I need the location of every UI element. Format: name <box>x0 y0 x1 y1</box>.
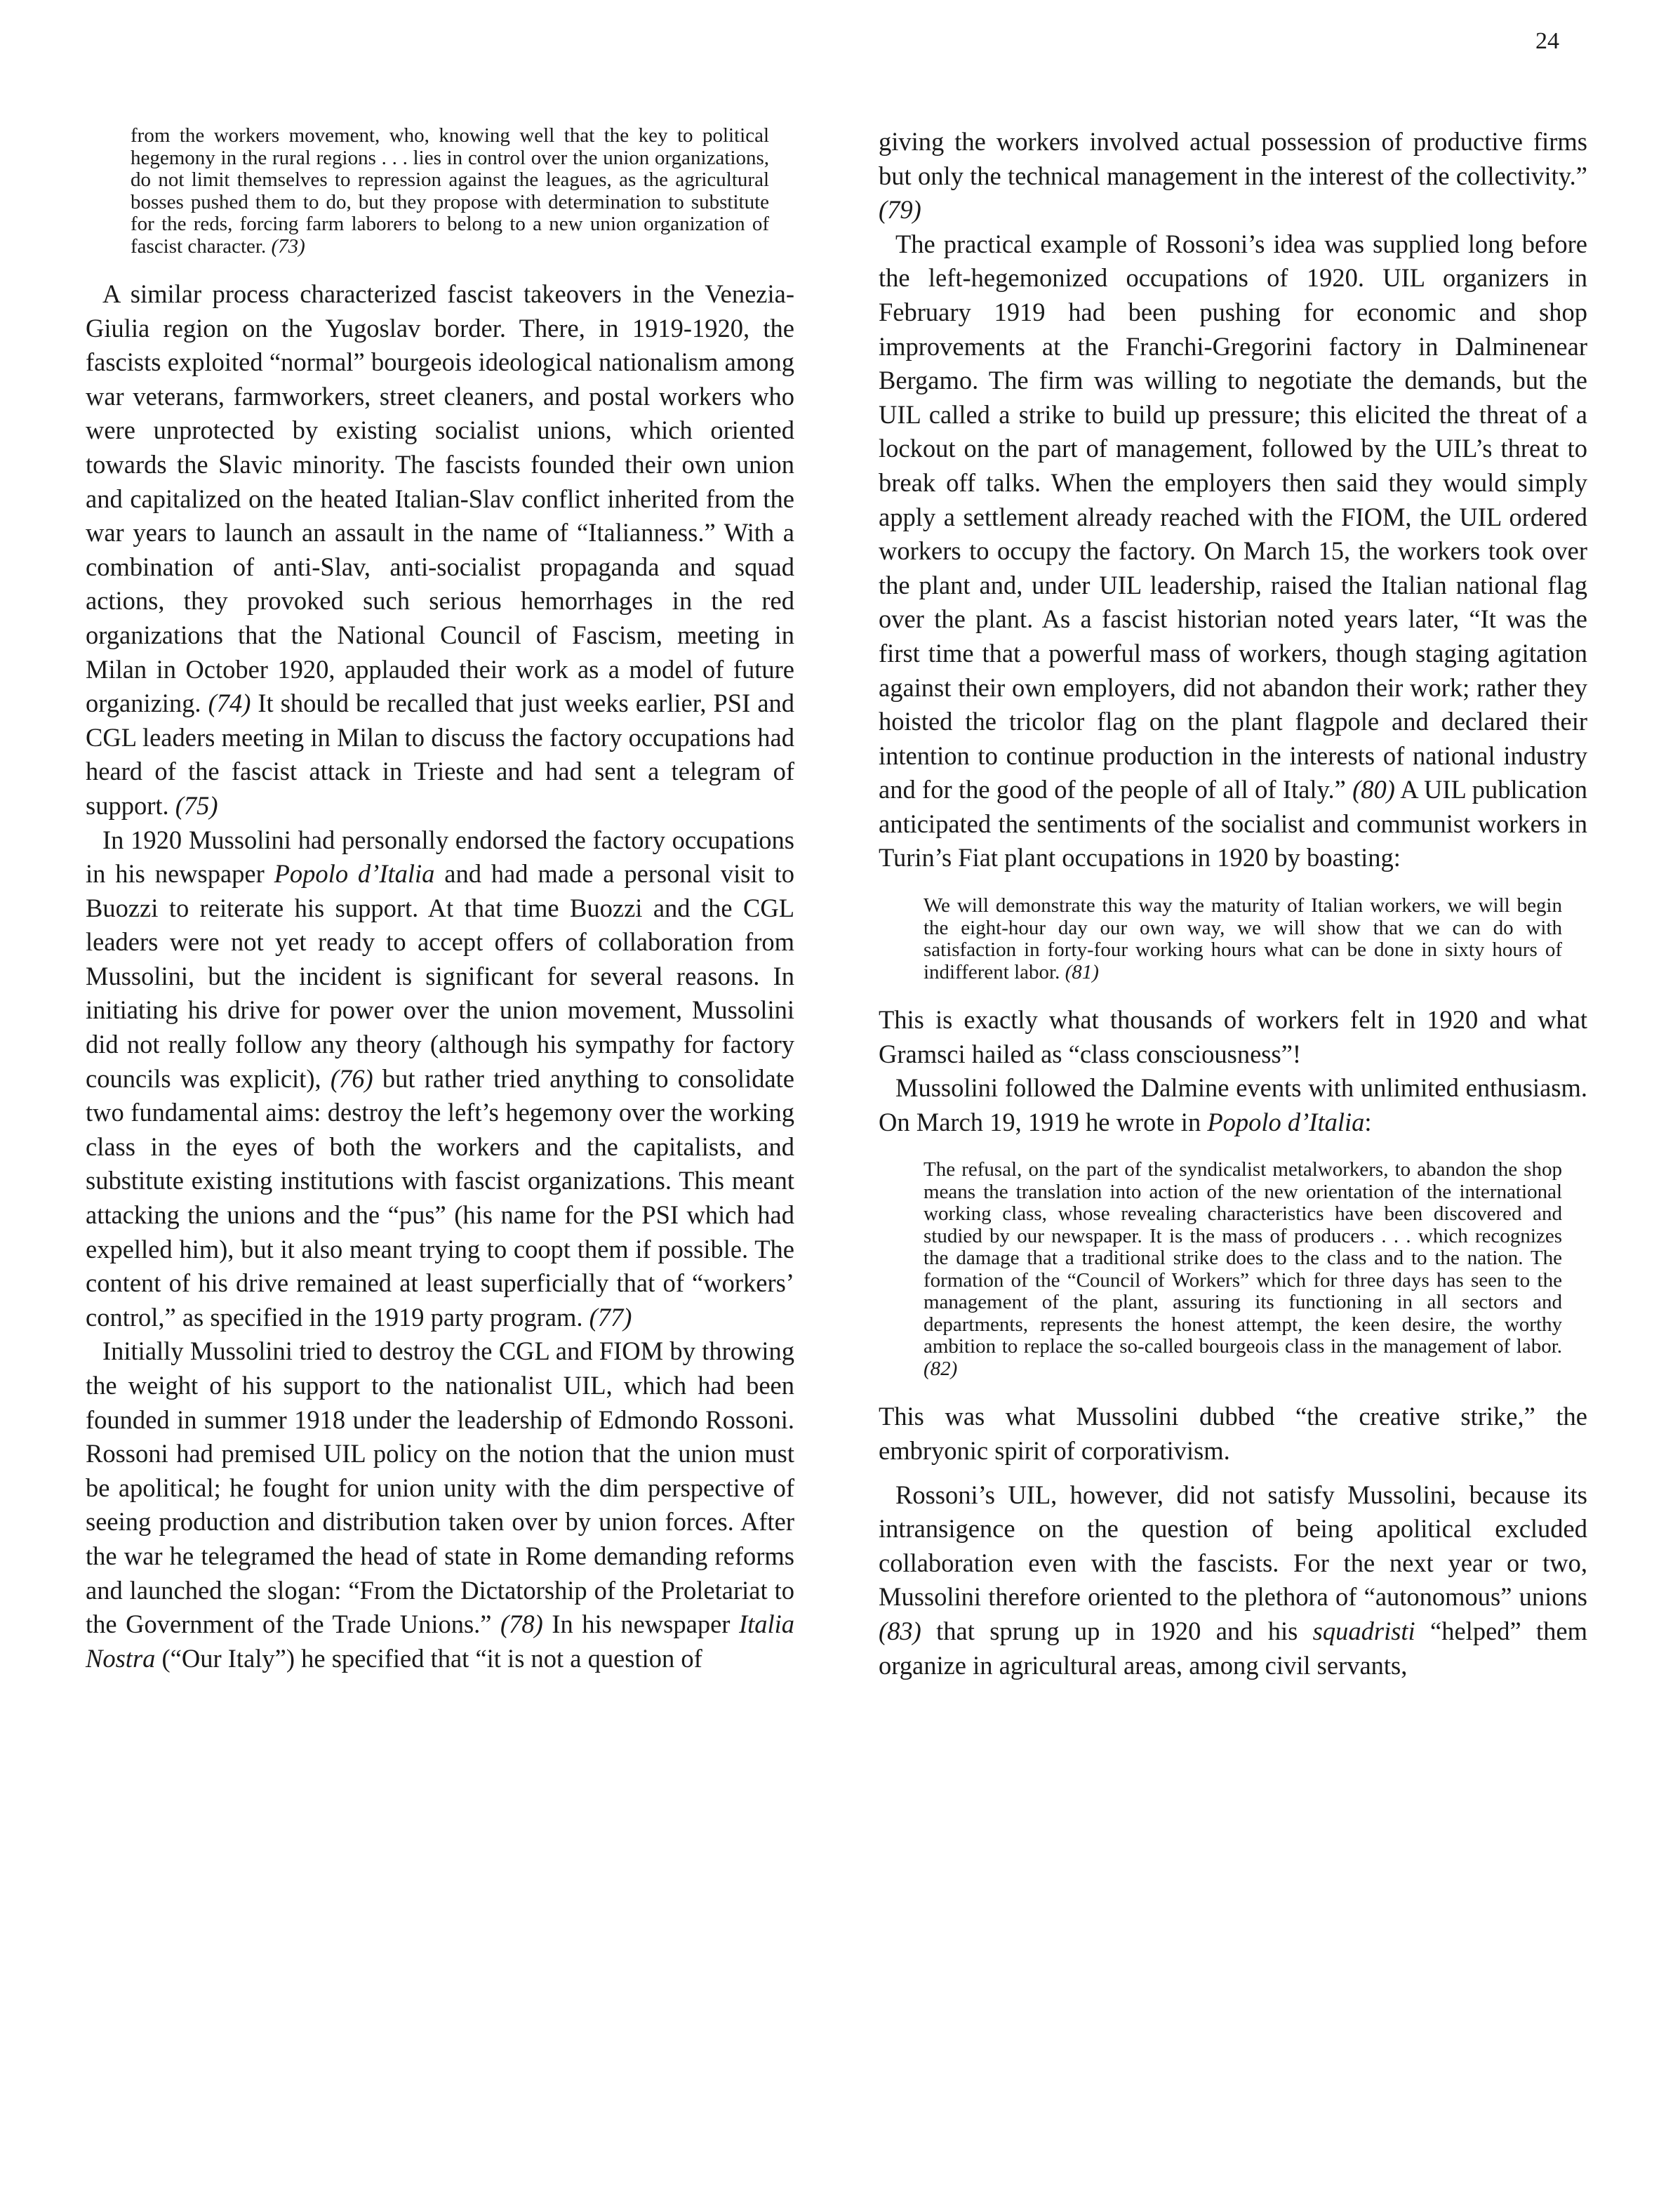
paragraph: Initially Mussolini tried to destroy the CGL and FIOM by throwing the weight of his support to the nationalist UIL, which had been founded in summer 1918 under the leadership of Edmondo Rossoni. Rossoni had premised UIL policy on the notion that the union must be apolitical; he fought for union unity with the dim perspective of seeing production and distribution taken over by union forces. After the war he telegramed the head of state in Rome demanding reforms and launched the slogan: “From the Dictatorship of the Proletariat to the Government of the Trade Unions.” (78) In his newspaper Italia Nostra (“Our Italy”) he specified that “it is not a question of <box>86 1336 795 1673</box>
paragraph: Rossoni’s UIL, however, did not satisfy Mussolini, because its intransigence on the question of being apolitical excluded collaboration even with the fascists. For the next year or two, Mussolini therefore oriented to the plethora of “autonomous” unions (83) that sprung up in 1920 and his squadristi “helped” them organize in agricultural areas, among civil servants, <box>879 1480 1588 1680</box>
paragraph: In 1920 Mussolini had personally endorsed the factory occupations in his newspaper Popolo d’Italia and had made a personal visit to Buozzi to reiterate his support. At that time Buozzi and the CGL leaders were not yet ready to accept offers of collaboration from Mussolini, but the incident is significant for several reasons. In initiating his drive for power over the union movement, Mussolini did not really follow any theory (although his sympathy for factory councils was explicit), (76) but rather tried anything to consolidate two fundamental aims: destroy the left’s hegemony over the working class in the eyes of both the workers and the capitalists, and substitute existing institutions with fascist organizations. This meant attacking the unions and the “pus” (his name for the PSI which had expelled him), but it also meant trying to coopt them if possible. The content of his drive remained at least superficially that of “workers’ control,” as specified in the 1919 party program. (77) <box>86 825 795 1332</box>
paragraph: giving the workers involved actual possession of productive firms but only the technical management in the interest of the collectivity.” (79) <box>879 127 1587 225</box>
paragraph: The practical example of Rossoni’s idea was supplied long before the left-hegemonized occupations of 1920. UIL organizers in February 1919 had been pushing for economic and shop improvements at the Franchi-Gregorini factory in Dalminenear Bergamo. The firm was willing to negotiate the demands, but the UIL called a strike to build up pressure; this elicited the threat of a lockout on the part of management, followed by the UIL’s threat to break off talks. When the employers then said they would simply apply a settlement already reached with the FIOM, the UIL ordered workers to occupy the factory. On March 15, the workers took over the plant and, under UIL leadership, raised the Italian national flag over the plant. As a fascist historian noted years later, “It was the first time that a powerful mass of workers, though staging agitation against their own employers, did not abandon their work; rather they hoisted the tricolor flag on the plant flagpole and declared their intention to continue production in the interests of national industry and for the good of the people of all of Italy.” (80) A UIL publication anticipated the sentiments of the socialist and communist workers in Turin’s Fiat plant occupations in 1920 by boasting: <box>879 229 1588 873</box>
block-quote: from the workers movement, who, knowing well that the key to political hegemony in the rural regions . . . lies in control over the union organizations, do not limit themselves to repression against the leagues, as the agricultural bosses pushed them to do, but they propose with determination to substitute for the reds, forcing farm laborers to belong to a new union organization of fascist character. (73) <box>131 124 769 258</box>
left-column <box>86 125 794 1676</box>
block-quote: We will demonstrate this way the maturity of Italian workers, we will begin the eight-hour day our own way, we will show that we can do with satisfaction in forty-four working hours what can be done in sixty hours of indifferent labor. (81) <box>924 894 1562 983</box>
paragraph: This was what Mussolini dubbed “the creative strike,” the embryonic spirit of corporativism. <box>879 1402 1587 1466</box>
paragraph: This is exactly what thousands of workers felt in 1920 and what Gramsci hailed as “class consciousness”! <box>879 1005 1587 1068</box>
page-number: 24 <box>1535 28 1559 54</box>
block-quote: The refusal, on the part of the syndicalist metalworkers, to abandon the shop means the translation into action of the new orientation of the international working class, whose revealing characteristics have been discovered and studied by our newspaper. It is the mass of producers . . . which recognizes the damage that a traditional strike does to the class and to the nation. The formation of the “Council of Workers” which for three days has seen to the management of the plant, assuring its functioning in all sectors and departments, represents the honest attempt, the keen desire, the worthy ambition to replace the so-called bourgeois class in the management of labor. (82) <box>924 1158 1562 1380</box>
paragraph: Mussolini followed the Dalmine events with unlimited enthusiasm. On March 19, 1919 he wrote in Popolo d’Italia: <box>879 1073 1587 1136</box>
paragraph: A similar process characterized fascist takeovers in the Venezia-Giulia region on the Yugoslav border. There, in 1919-1920, the fascists exploited “normal” bourgeois ideological nationalism among war veterans, farmworkers, street cleaners, and postal workers who were unprotected by existing socialist unions, which oriented towards the Slavic minority. The fascists founded their own union and capitalized on the heated Italian-Slav conflict inherited from the war years to launch an assault in the name of “Italianness.” With a combination of anti-Slav, anti-socialist propaganda and squad actions, they provoked such serious hemorrhages in the red organizations that the National Council of Fascism, meeting in Milan in October 1920, applauded their work as a model of future organizing. (74) It should be recalled that just weeks earlier, PSI and CGL leaders meeting in Milan to discuss the factory occupations had heard of the fascist attack in Trieste and had sent a telegram of support. (75) <box>86 279 795 820</box>
right-column <box>879 125 1587 1683</box>
